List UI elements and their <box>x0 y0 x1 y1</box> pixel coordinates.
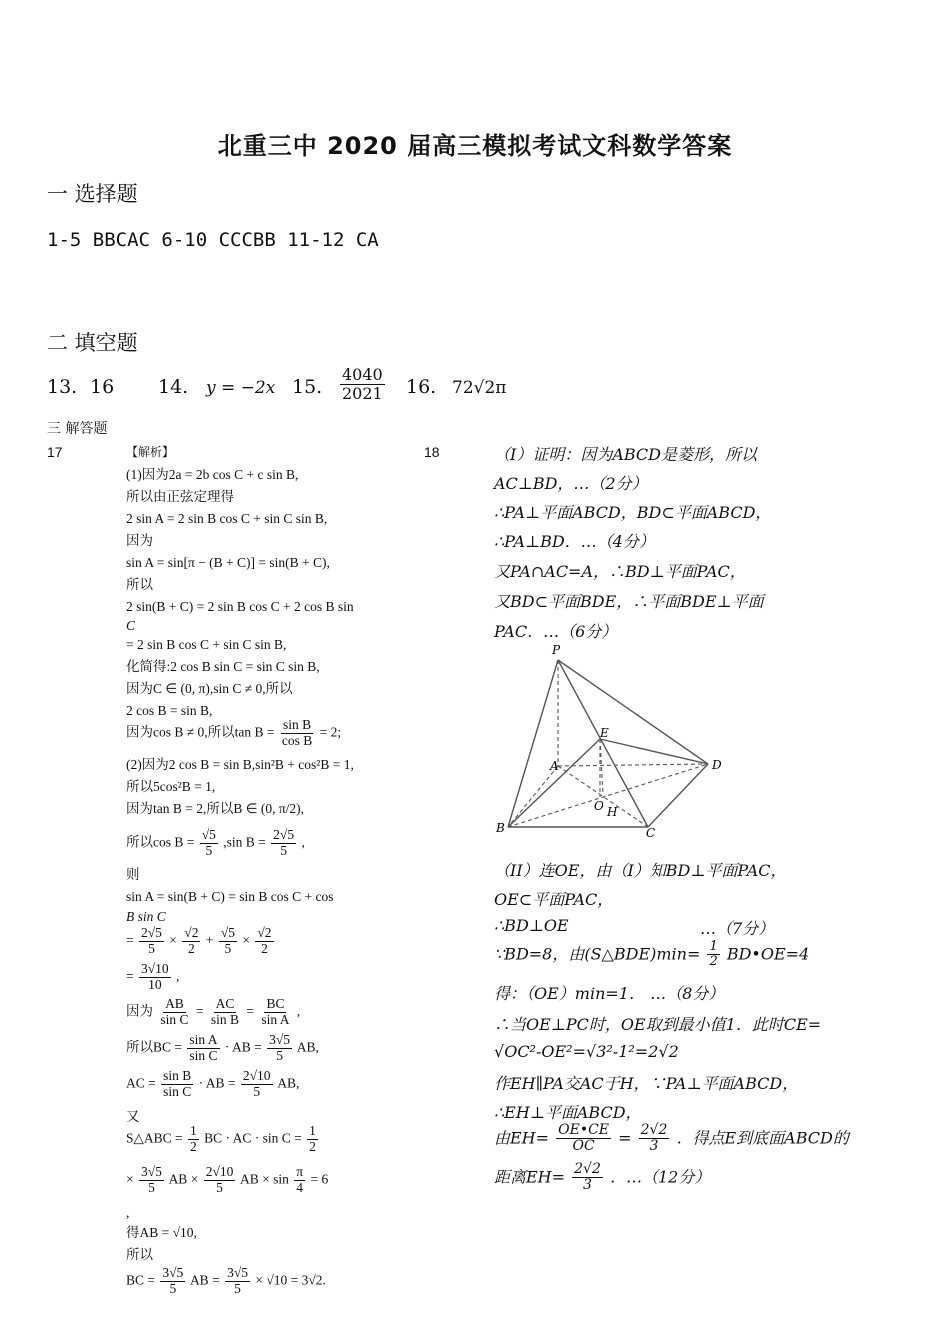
fill-q16: 16. <box>406 376 437 398</box>
p17-text: BC · AC · sin C = <box>204 1130 302 1146</box>
edge-AD <box>558 764 708 766</box>
section-choice-heading: 一 选择题 <box>47 182 138 206</box>
p17-frac-num: sin A <box>189 1032 218 1047</box>
p17-frac-den: 5 <box>224 940 232 956</box>
fill-a15 <box>338 366 387 402</box>
p18-text: BD•OE=4 <box>726 944 810 964</box>
p17-line: 所以由正弦定理得 <box>126 489 234 504</box>
p17-text: · AB = <box>224 1039 262 1055</box>
p18-line: 得：（OE）min=1． …（8分） <box>494 984 725 1003</box>
p17-frac-den: 5 <box>216 1179 223 1195</box>
p17-frac-num: √5 <box>201 827 216 842</box>
p18-text: 由EH= <box>494 1128 550 1148</box>
p17-line: sin A = sin[π − (B + C)] = sin(B + C), <box>126 555 330 570</box>
p17-frac-den: sin B <box>210 1011 240 1027</box>
p17-text: ,sin B = <box>223 834 266 850</box>
p17-frac-den: cos B <box>281 732 313 748</box>
p17-frac-num: √2 <box>184 925 199 940</box>
label-E: E <box>600 726 609 740</box>
p18-frac-num: OE•CE <box>558 1122 610 1138</box>
p17-frac-den: 5 <box>169 1280 177 1296</box>
fill-a13: 16 <box>90 376 115 398</box>
p17-line: 则 <box>126 867 140 882</box>
label-C: C <box>646 826 656 840</box>
p17-frac-den: 2 <box>188 940 195 956</box>
p17-line-final <box>126 1266 326 1297</box>
p17-line: 2 sin(B + C) = 2 sin B cos C + 2 cos B sin <box>126 599 354 614</box>
p18-text: ．…（12分） <box>609 1167 711 1187</box>
p18-line: √OC²-OE²=√3²-1²=2√2 <box>494 1042 679 1061</box>
p17-text: AB, <box>296 1039 319 1055</box>
p17-line: B sin C <box>126 909 166 924</box>
section-fill-heading: 二 填空题 <box>47 331 138 355</box>
p18-text: = <box>618 1128 632 1148</box>
p18-line: （II）连OE，由（I）知BD⊥平面PAC， <box>494 861 787 880</box>
pyramid-diagram <box>490 640 730 845</box>
p17-line-tanB <box>126 718 341 749</box>
p17-line: 2 cos B = sin B, <box>126 703 213 718</box>
p17-text: × <box>169 932 177 948</box>
p18-line: ∴PA⊥BD．…（4分） <box>494 532 655 551</box>
p18-frac-den: OC <box>572 1138 595 1155</box>
p17-line-area-2 <box>126 1165 328 1196</box>
label-P: P <box>552 643 561 657</box>
page-title: 北重三中 2020 届高三模拟考试文科数学答案 <box>217 132 733 160</box>
p17-frac-num: √2 <box>257 925 272 940</box>
edge-PD <box>558 660 708 764</box>
p18-line: ∴PA⊥平面ABCD，BD⊂平面ABCD， <box>494 503 772 522</box>
p17-frac-num: π <box>296 1164 304 1179</box>
p17-frac-num: 1 <box>309 1123 316 1138</box>
p17-frac-den: 5 <box>205 842 213 858</box>
p18-line: ∴BD⊥OE <box>494 916 569 935</box>
label-D: D <box>712 758 722 772</box>
p17-frac-den: 4 <box>296 1179 304 1195</box>
p17-frac-num: 3√10 <box>141 961 169 976</box>
p17-frac-num: 2√10 <box>242 1068 271 1083</box>
label-O: O <box>594 799 604 813</box>
p18-line-min-area <box>494 940 809 970</box>
p18-frac-den: 3 <box>583 1177 592 1194</box>
p17-frac-num: AB <box>165 996 184 1011</box>
p18-text: ∵BD=8，由(S△BDE)min= <box>494 944 701 964</box>
p17-frac-den: 5 <box>253 1083 261 1099</box>
p18-line-EH <box>494 1123 849 1155</box>
p17-frac-den: 2 <box>190 1138 197 1154</box>
p17-frac-num: 3√5 <box>141 1164 162 1179</box>
p18-line: …（7分） <box>700 919 775 938</box>
p17-line: 又 <box>126 1109 140 1124</box>
p17-frac-num: sin B <box>283 717 312 732</box>
p17-text: BC = <box>126 1272 155 1288</box>
p17-frac-num: √5 <box>220 925 236 940</box>
p18-line: OE⊂平面PAC， <box>494 890 614 909</box>
problem-17-number: 17 <box>47 444 63 460</box>
p17-line: 2 sin A = 2 sin B cos C + sin C sin B, <box>126 511 328 526</box>
p17-line: 因为C ∈ (0, π),sin C ≠ 0,所以 <box>126 681 293 696</box>
p18-frac-num: 1 <box>709 939 718 954</box>
p17-text: 所以cos B = <box>126 834 195 850</box>
p17-line-sinA-result <box>126 962 179 993</box>
p17-line: sin A = sin(B + C) = sin B cos C + cos <box>126 889 334 904</box>
p17-text: (0, π/2), <box>260 801 305 816</box>
fill-a16: 72√2π <box>452 378 507 398</box>
fill-a15-den: 2021 <box>342 383 383 403</box>
p18-line: 作EH∥PA交AC于H，∵PA⊥平面ABCD， <box>494 1074 799 1093</box>
p18-frac-num: 2√2 <box>574 1161 601 1177</box>
p17-text: = <box>246 1003 255 1019</box>
p18-line: 又PA∩AC=A，∴BD⊥平面PAC， <box>494 562 746 581</box>
p18-line: PAC．…（6分） <box>494 622 618 641</box>
p18-line: AC⊥BD，…（2分） <box>494 474 648 493</box>
p17-frac-num: sin B <box>163 1068 192 1083</box>
p17-frac-den: 5 <box>234 1280 241 1296</box>
p17-text: × √10 = 3√2. <box>255 1272 326 1288</box>
p17-text: × <box>242 932 251 948</box>
fill-a14: y = −2x <box>206 378 276 398</box>
p17-line: C <box>126 618 136 633</box>
label-B: B <box>496 821 505 835</box>
p17-text: , <box>296 1003 301 1019</box>
label-H: H <box>607 805 618 819</box>
p17-text: 因为 <box>126 1003 153 1019</box>
p17-frac-den: 10 <box>148 976 162 992</box>
fill-q15: 15. <box>292 376 323 398</box>
p17-line: = 2 sin B cos C + sin C sin B, <box>126 637 287 652</box>
p17-text: S△ABC = <box>126 1130 183 1146</box>
p17-frac-num: 1 <box>190 1123 197 1138</box>
p18-line-distance <box>494 1162 710 1194</box>
p17-frac-num: AC <box>215 996 235 1011</box>
p17-text: = <box>195 1003 204 1019</box>
p18-line: ∴当OE⊥PC时，OE取到最小值1．此时CE= <box>494 1015 822 1034</box>
p17-text: AB × sin <box>240 1171 289 1187</box>
p17-text: AB = <box>189 1272 220 1288</box>
p17-line: 化简得:2 cos B sin C = sin C sin B, <box>126 659 320 674</box>
p17-frac-den: sin C <box>160 1011 189 1027</box>
p17-text: AB × <box>168 1171 199 1187</box>
p17-text: × <box>126 1171 134 1187</box>
p17-text: + <box>205 932 214 948</box>
p17-frac-den: 2 <box>309 1138 316 1154</box>
p17-text: AC = <box>126 1075 156 1091</box>
p17-text: = 6 <box>310 1171 329 1187</box>
p17-text: AB, <box>277 1075 300 1091</box>
label-A: A <box>550 759 559 773</box>
p17-text: 因为tan B = 2,所以B ∈ <box>126 801 258 816</box>
p17-line-cosB <box>126 828 305 859</box>
p17-frac-num: 2√10 <box>205 1164 234 1179</box>
p17-text: · AB = <box>198 1075 236 1091</box>
p18-text: 距离EH= <box>494 1167 566 1187</box>
p17-frac-den: 5 <box>276 1047 283 1063</box>
p17-frac-den: 5 <box>280 842 287 858</box>
p18-text: ．得点E到底面ABCD的 <box>676 1128 849 1148</box>
edge-ED <box>600 739 708 764</box>
edge-AB <box>508 766 558 827</box>
p17-line-AC <box>126 1069 299 1100</box>
p17-frac-den: sin C <box>163 1083 192 1099</box>
p17-line-interval <box>126 802 304 816</box>
p17-frac-num: 3√5 <box>227 1265 248 1280</box>
p17-frac-den: sin C <box>189 1047 218 1063</box>
fill-a15-num: 4040 <box>342 365 383 384</box>
p17-frac-den: 5 <box>148 1179 155 1195</box>
p17-frac-den: 2 <box>261 940 268 956</box>
p17-frac-num: 3√5 <box>269 1032 291 1047</box>
p17-line: 所以 <box>126 577 153 592</box>
p17-text: 所以BC = <box>126 1039 182 1055</box>
p17-text: , <box>301 834 305 850</box>
p17-line-sine-law <box>126 997 300 1028</box>
p17-line: 所以5cos²B = 1, <box>126 779 216 794</box>
p17-line: 【解析】 <box>126 445 175 459</box>
p17-line: 所以 <box>126 1247 153 1262</box>
p17-frac-den: 5 <box>148 940 155 956</box>
p17-text: = <box>126 932 134 948</box>
p17-frac-num: 3√5 <box>162 1265 184 1280</box>
fill-q13: 13. <box>47 376 78 398</box>
p17-line-BC <box>126 1033 319 1064</box>
p17-frac-num: 2√5 <box>141 925 162 940</box>
p17-text: = 2; <box>319 724 342 740</box>
p17-line: (1)因为2a = 2b cos C + c sin B, <box>126 467 299 482</box>
p17-line-area <box>126 1124 320 1155</box>
p17-frac-num: BC <box>266 996 285 1011</box>
p17-text: = <box>126 968 134 984</box>
fill-q14: 14. <box>158 376 189 398</box>
p17-line: 得AB = √10, <box>126 1225 197 1240</box>
p17-line: 因为 <box>126 533 153 548</box>
p18-frac-den: 2 <box>709 954 718 970</box>
p18-line: ∴EH⊥平面ABCD， <box>494 1103 642 1122</box>
p17-text: 因为cos B ≠ 0,所以tan B = <box>126 724 275 740</box>
p17-frac-den: sin A <box>261 1011 290 1027</box>
p17-line: , <box>126 1205 130 1220</box>
section-solution-heading: 三 解答题 <box>47 421 108 437</box>
edge-PB <box>508 660 558 827</box>
p18-frac-den: 3 <box>649 1138 659 1155</box>
problem-18-number: 18 <box>424 444 440 460</box>
p18-line: （I）证明：因为ABCD是菱形，所以 <box>494 445 758 464</box>
p17-line: (2)因为2 cos B = sin B,sin²B + cos²B = 1, <box>126 757 354 772</box>
p17-text: , <box>176 968 180 984</box>
p17-frac-num: 2√5 <box>273 827 295 842</box>
choice-answers: 1-5 BBCAC 6-10 CCCBB 11-12 CA <box>47 229 379 251</box>
p17-line-sinA-expand <box>126 926 276 957</box>
p18-frac-num: 2√2 <box>640 1122 668 1138</box>
p18-line: 又BD⊂平面BDE，∴平面BDE⊥平面 <box>494 592 764 611</box>
